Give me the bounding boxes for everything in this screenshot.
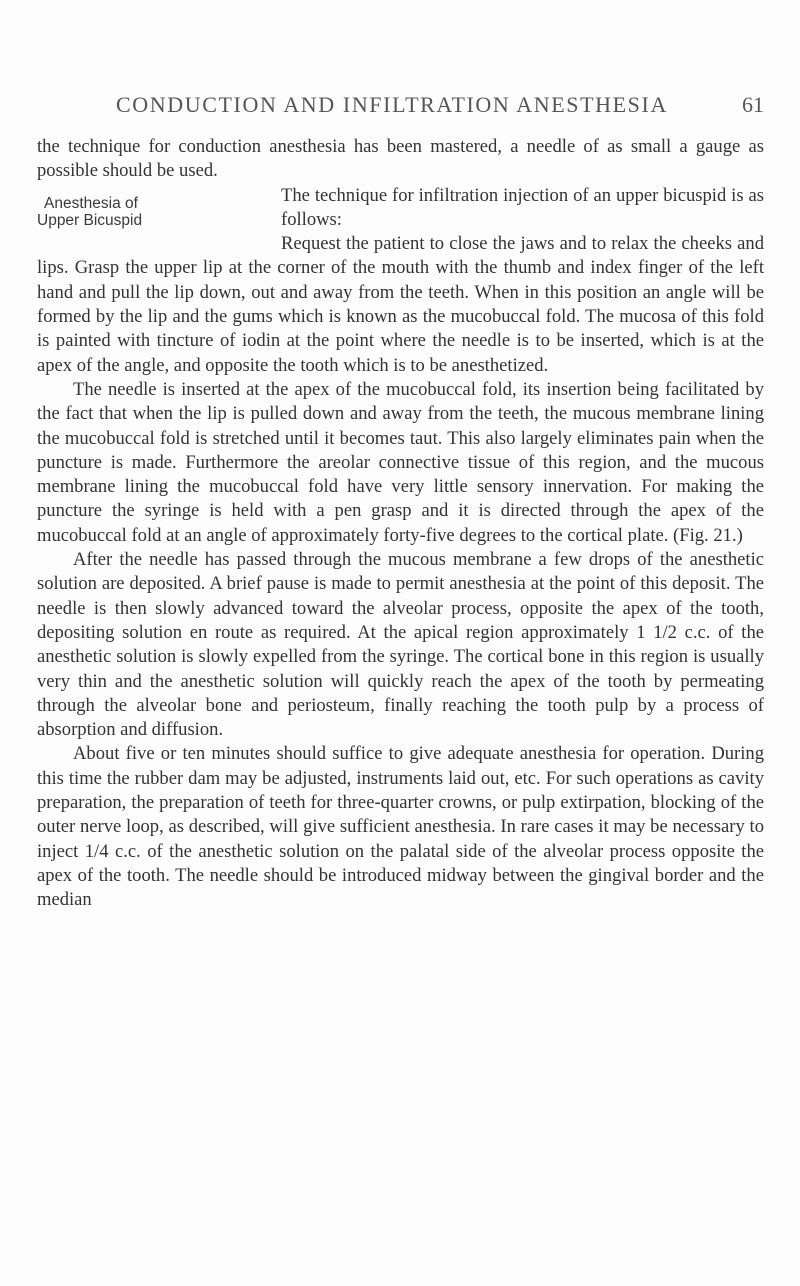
margin-note (37, 184, 275, 246)
running-title: CONDUCTION AND INFILTRATION ANESTHESIA (116, 92, 668, 117)
margin-note-line-2: Upper Bicuspid (37, 211, 143, 229)
page-number: 61 (742, 92, 764, 117)
paragraph-continuation: the technique for conduction anesthesia has been mastered, a needle of as small a gauge as possible should be used. (37, 136, 764, 182)
paragraph: After the needle has passed through the mucous membrane a few drops of the anesthetic solution are deposited. A brief pause is made to permit anesthesia at the point of this deposit. The needle is then slowly advanced toward the alveolar process, opposite the apex of the tooth, depositing solution en route as required. At the apical region approximately 1 1/2 c.c. of the anesthetic solution is slowly expelled from the syringe. The cortical bone in this region is usually very thin and the anesthetic solution will quickly reach the apex of the tooth by permeating through the alveolar bone and periosteum, finally reaching the tooth pulp by a process of absorption and diffusion. (37, 549, 764, 741)
body-text (37, 135, 764, 913)
paragraph: Request the patient to close the jaws and to relax the cheeks and lips. Grasp the upper lip at the corner of the mouth with the thumb and index finger of the left hand and pull the lip down, out and away from the teeth. When in this position an angle will be formed by the lip and the gums which is known as the mucobuccal fold. The mucosa of this fold is painted with tincture of iodin at the point where the needle is to be inserted, which is at the apex of the angle, and opposite the tooth which is to be anesthetized. (37, 233, 764, 376)
paragraph: The needle is inserted at the apex of the mucobuccal fold, its insertion being facilitated by the fact that when the lip is pulled down and away from the teeth, the mucous membrane lining the mucobuccal fold is stretched until it becomes taut. This also largely eliminates pain when the puncture is made. Furthermore the areolar connective tissue of this region, and the mucous membrane lining the mucobuccal fold have very little sensory innervation. For making the puncture the syringe is held with a pen grasp and it is directed through the apex of the mucobuccal fold at an angle of approximately forty-five degrees to the cortical plate. (Fig. 21.) (37, 378, 764, 546)
margin-note-line-1: Anesthesia of (44, 194, 138, 212)
running-head (116, 92, 764, 122)
paragraph: The technique for infiltration injection of an upper bicuspid is as follows: (281, 184, 764, 230)
paragraph: About five or ten minutes should suffice to give adequate anesthesia for operation. During this time the rubber dam may be adjusted, instruments laid out, etc. For such operations as cavity preparation, the preparation of teeth for three-quarter crowns, or pulp extirpation, blocking of the outer nerve loop, as described, will give sufficient anesthesia. In rare cases it may be necessary to inject 1/4 c.c. of the anesthetic solution on the palatal side of the alveolar process opposite the apex of the tooth. The needle should be introduced midway between the gingival border and the median (37, 743, 764, 911)
